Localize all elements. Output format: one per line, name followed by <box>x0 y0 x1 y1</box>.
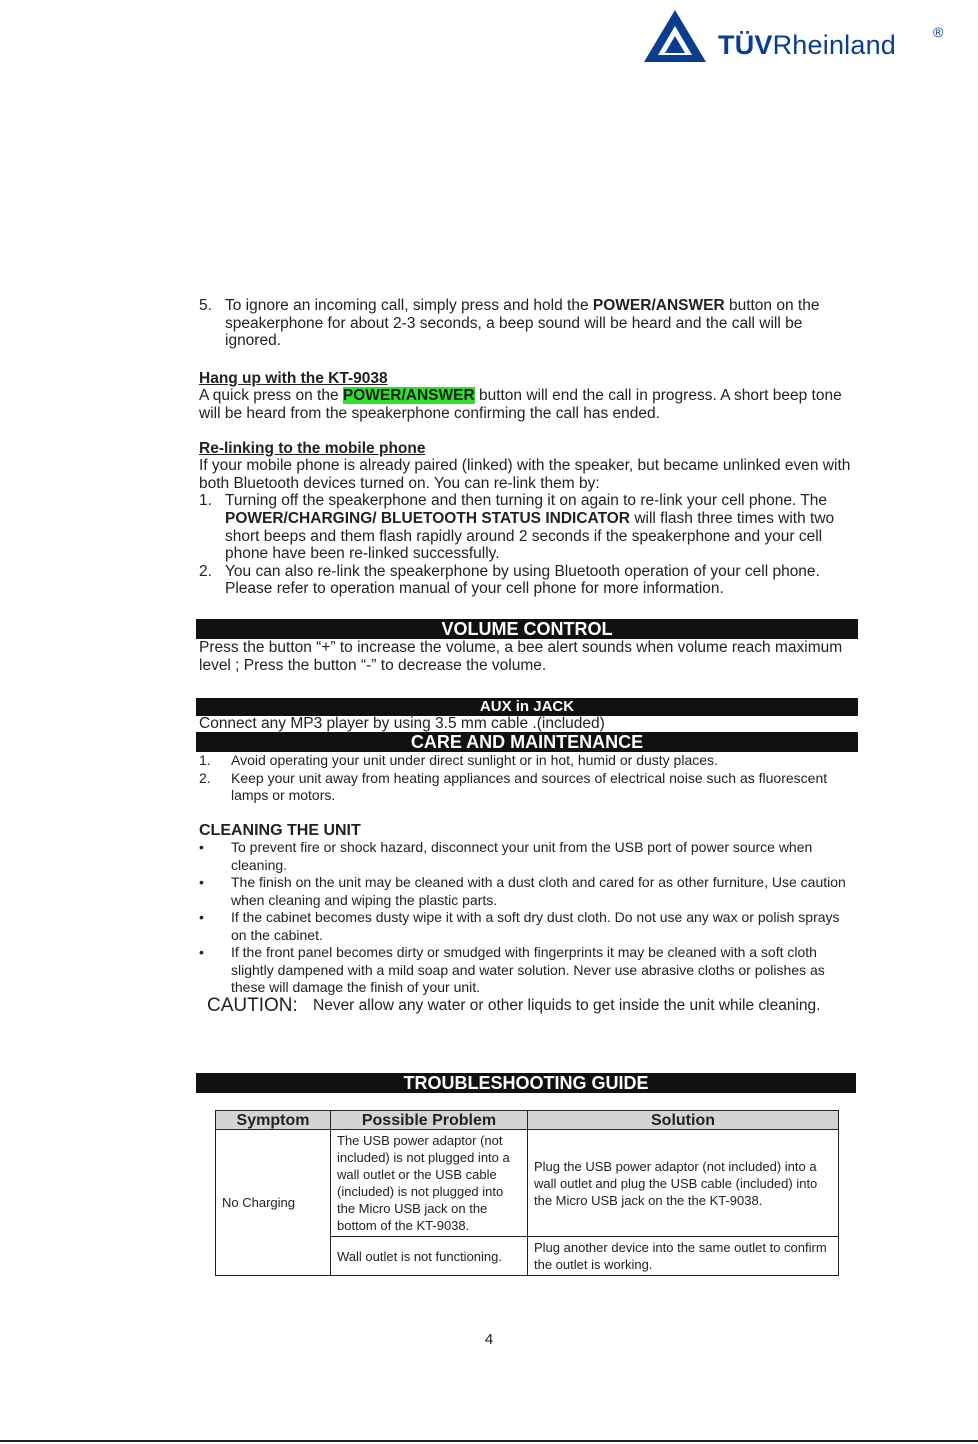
troubleshooting-table <box>215 1110 839 1276</box>
volume-text: Press the button “+” to increase the volume, a bee alert sounds when volume reach maximum level ; Press the button “-” to decrease the volume. <box>199 638 843 674</box>
registered-mark: ® <box>933 24 944 40</box>
header-possible-problem: Possible Problem <box>331 1111 528 1130</box>
header-solution: Solution <box>528 1111 839 1130</box>
step-5: 5. To ignore an incoming call, simply press and hold the POWER/ANSWER button on the speakerphone for about 2-3 seconds, a beep sound will be heard and the call will be ignored. <box>199 297 820 350</box>
aux-text: Connect any MP3 player by using 3.5 mm cable .(included) <box>199 715 605 733</box>
care-maintenance-heading: CARE AND MAINTENANCE <box>196 732 858 752</box>
cleaning-bullet-1: • To prevent fire or shock hazard, disconnect your unit from the USB port of power source when cleaning. <box>199 839 813 873</box>
aux-jack-heading: AUX in JACK <box>196 698 858 716</box>
volume-control-heading: VOLUME CONTROL <box>196 619 858 639</box>
troubleshooting-heading: TROUBLESHOOTING GUIDE <box>196 1073 856 1093</box>
table-header-row <box>216 1111 839 1130</box>
problem-cell: The USB power adaptor (not included) is not plugged into a wall outlet or the USB cable (included) is not plugged into the Micro USB jack on the bottom of the KT-9038. <box>331 1130 528 1237</box>
solution-cell: Plug another device into the same outlet to confirm the outlet is working. <box>528 1237 839 1276</box>
manual-content <box>199 297 855 1014</box>
hangup-paragraph: A quick press on the POWER/ANSWER button will end the call in progress. A short beep tone will be heard from the speakerphone confirming the call has ended. <box>199 387 842 422</box>
care-item-2: 2. Keep your unit away from heating appliances and sources of electrical noise such as fluorescent lamps or motors. <box>199 769 828 804</box>
solution-cell: Plug the USB power adaptor (not included) into a wall outlet and plug the USB cable (included) into the Micro USB jack on the the KT-9038. <box>528 1130 839 1237</box>
triangle-logo-icon <box>642 8 708 64</box>
table-row <box>216 1130 839 1237</box>
hangup-heading: Hang up with the KT-9038 <box>199 369 388 387</box>
care-item-1: 1. Avoid operating your unit under direct sunlight or in hot, humid or dusty places. <box>199 752 718 769</box>
cleaning-bullet-3: • If the cabinet becomes dusty wipe it with a soft dry dust cloth. Do not use any wax or polish sprays on the cabinet. <box>199 909 840 943</box>
cleaning-bullet-4: • If the front panel becomes dirty or smudged with fingerprints it may be cleaned with a soft cloth slightly dampened with a mild soap and water solution. Never use abrasive cloths or polishes as these will damage the finish of your unit. <box>199 944 825 996</box>
symptom-cell: No Charging <box>216 1130 331 1276</box>
relink-item-2: 2. You can also re-link the speakerphone by using Bluetooth operation of your cell phone. Please refer to operation manual of your cell phone for more information. <box>199 562 820 598</box>
relink-heading: Re-linking to the mobile phone <box>199 439 426 457</box>
power-answer-highlight: POWER/ANSWER <box>342 387 475 405</box>
problem-cell: Wall outlet is not functioning. <box>331 1237 528 1276</box>
cleaning-bullet-2: • The finish on the unit may be cleaned with a dust cloth and cared for as other furniture, Use caution when cleaning and wiping the plastic parts. <box>199 874 846 908</box>
relink-item-1: 1. Turning off the speakerphone and then turning it on again to re-link your cell phone. The POWER/CHARGING/ BLUETOOTH STATUS INDICATOR will flash three times with two short beeps and them flash rapidly around 2 seconds if the speakerphone and your cell phone have been re-linked successfully. <box>199 492 835 563</box>
page-number: 4 <box>484 1331 494 1348</box>
caution-note <box>207 994 855 1016</box>
caution-label: CAUTION: <box>207 994 298 1016</box>
tuv-rheinland-logo <box>642 8 952 64</box>
logo-wordmark: TÜVRheinland <box>718 30 897 60</box>
bottom-divider <box>0 1440 978 1442</box>
cleaning-heading: CLEANING THE UNIT <box>199 821 361 839</box>
caution-text: Never allow any water or other liquids to get inside the unit while cleaning. <box>313 996 821 1014</box>
relink-intro: If your mobile phone is already paired (linked) with the speaker, but became unlinked even with both Bluetooth devices turned on. You can re-link them by: <box>199 457 851 492</box>
header-symptom: Symptom <box>216 1111 331 1130</box>
